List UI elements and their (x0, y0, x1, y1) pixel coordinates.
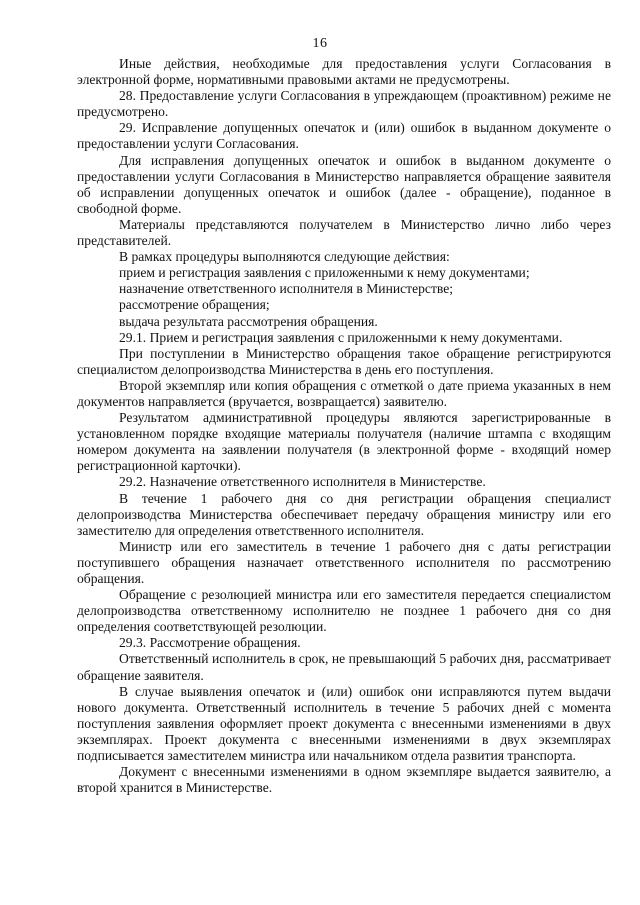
paragraph-correction-request: Для исправления допущенных опечаток и ошибок в выданном документе о предоставлении услуги Согласования в Министерство направляется обращение заявителя об исправлении допущенных опечаток и ошибок (далее - обращение), поданное в свободной форме. (77, 152, 611, 216)
paragraph-procedure-result: Результатом административной процедуры являются зарегистрированные в установленном порядке входящие материалы получателя (наличие штампа с входящим номером документа на заявлении получателя (в электронной форме - входящий номер регистрационной карточки). (77, 410, 611, 474)
paragraph-second-copy: Второй экземпляр или копия обращения с отметкой о дате приема указанных в нем документов направляется (вручается, возвращается) заявителю. (77, 377, 611, 409)
document-body (77, 56, 611, 796)
paragraph-materials: Материалы представляются получателем в Министерство лично либо через представителей. (77, 216, 611, 249)
paragraph-other-actions: Иные действия, необходимые для предоставления услуги Согласования в электронной форме, нормативными правовыми актами не предусмотрены. (77, 56, 611, 88)
paragraph-transfer-to-minister: В течение 1 рабочего дня со дня регистрации обращения специалист делопроизводства Министерства обеспечивает передачу обращения министру или его заместителю для определения ответственного исполнителя. (77, 490, 611, 538)
paragraph-29-3: 29.3. Рассмотрение обращения. (119, 635, 301, 651)
paragraph-actions-intro: В рамках процедуры выполняются следующие действия: (119, 249, 450, 265)
paragraph-29-2: 29.2. Назначение ответственного исполнителя в Министерстве. (119, 474, 486, 490)
page-number: 16 (312, 36, 328, 51)
paragraph-error-correction: В случае выявления опечаток и (или) ошибок они исправляются путем выдачи нового документа. Ответственный исполнитель в течение 5 рабочих дней с момента поступления заявления оформляет проект документа с внесенными изменениями в двух экземплярах. Проект документа с внесенными изменениями в двух экземплярах подписывается заместителем министра или начальником отдела развития транспорта. (77, 683, 611, 764)
list-item-registration: прием и регистрация заявления с приложенными к нему документами; (119, 265, 530, 281)
list-item-review: рассмотрение обращения; (119, 297, 270, 313)
paragraph-28: 28. Предоставление услуги Согласования в упреждающем (проактивном) режиме не предусмотрено. (77, 88, 611, 120)
paragraph-29-1: 29.1. Прием и регистрация заявления с приложенными к нему документами. (119, 329, 563, 345)
list-item-assignment: назначение ответственного исполнителя в Министерстве; (119, 281, 454, 297)
paragraph-resolution-transfer: Обращение с резолюцией министра или его заместителя передается специалистом делопроизводства ответственному исполнителю не позднее 1 рабочего дня со дня определения соответствующей резолюции. (77, 587, 611, 635)
paragraph-minister-assigns: Министр или его заместитель в течение 1 рабочего дня с даты регистрации поступившего обращения назначает ответственного исполнителя по рассмотрению обращения. (77, 538, 611, 586)
list-item-result: выдача результата рассмотрения обращения. (119, 313, 378, 329)
paragraph-registration: При поступлении в Министерство обращения такое обращение регистрируются специалистом делопроизводства Министерства в день его поступления. (77, 345, 611, 377)
paragraph-document-issue: Документ с внесенными изменениями в одном экземпляре выдается заявителю, а второй хранится в Министерстве. (77, 764, 611, 796)
paragraph-review-term: Ответственный исполнитель в срок, не превышающий 5 рабочих дня, рассматривает обращение заявителя. (77, 651, 611, 683)
paragraph-29: 29. Исправление допущенных опечаток и (или) ошибок в выданном документе о предоставлении услуги Согласования. (77, 120, 611, 152)
